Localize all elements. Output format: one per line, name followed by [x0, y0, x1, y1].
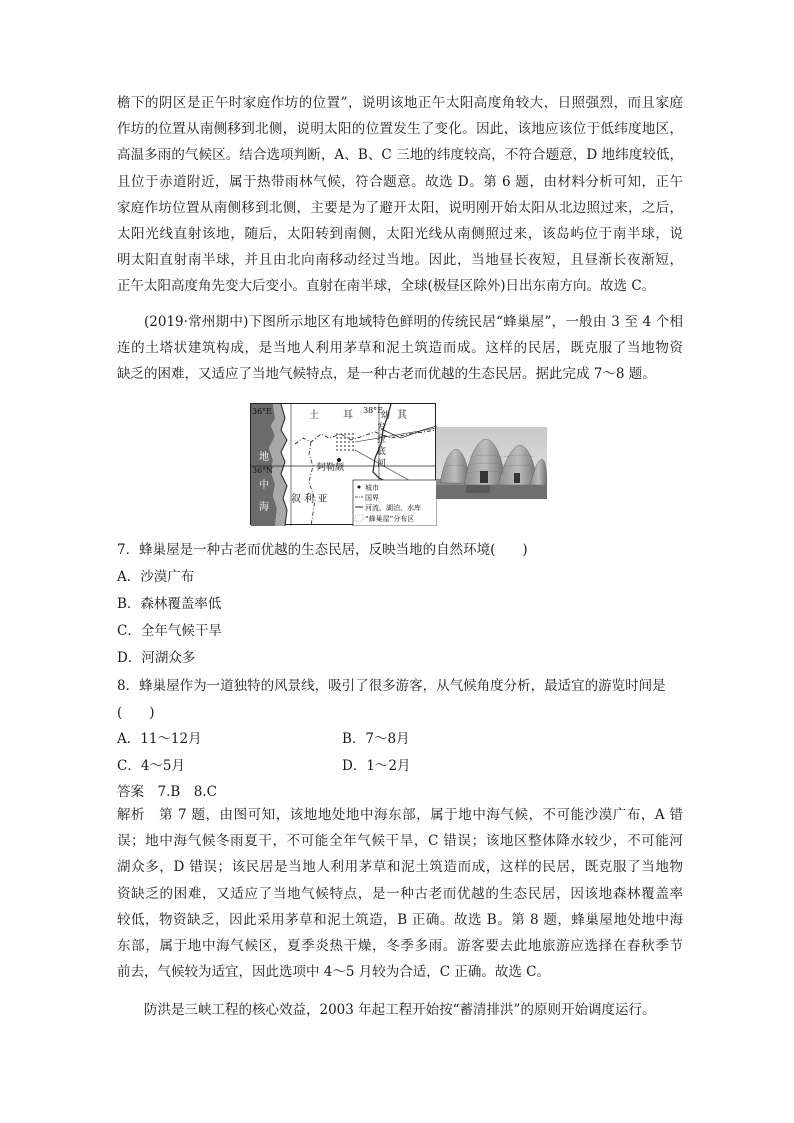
text-line: 缺乏的困难，又适应了当地气候特点，是一种古老而优越的生态民居。据此完成 7～8 题。	[117, 366, 656, 383]
river-label: 幼	[381, 411, 391, 421]
city-label: 阿勒颇	[317, 463, 345, 473]
legend-river: 河流、湖泊、水库	[365, 504, 421, 512]
lon-label-left: 36°E	[252, 407, 273, 416]
text-line: 高温多雨的气候区。结合选项判断，A、B、C 三地的纬度较高，不符合题意，D 地纬度较低，	[117, 147, 683, 164]
border-line-2	[309, 442, 315, 526]
material-paragraph	[117, 309, 683, 388]
legend-city: 城市	[365, 484, 379, 492]
text-line: 东部，属于地中海气候区，夏季炎热干燥，冬季多雨。游客要去此地旅游应选择在春秋季节	[117, 937, 683, 954]
analysis-paragraph	[117, 802, 683, 985]
legend-city-symbol	[358, 486, 361, 489]
question-8-blank: ( )	[117, 705, 155, 721]
figure	[250, 403, 548, 525]
border-line	[295, 430, 437, 444]
photo-drawing	[436, 427, 547, 499]
text-line: 作坊的位置从南侧移到北侧，说明太阳的位置发生了变化。因此，该地应该位于低纬度地区，	[117, 121, 683, 138]
river-label: 拉	[377, 435, 387, 445]
regional-map	[250, 403, 436, 525]
text-line: 且位于赤道附近，属于热带雨林气候，符合题意。故选 D。第 6 题，由材料分析可知，正午	[117, 173, 683, 190]
country-label: 其	[397, 410, 407, 421]
river-label: 河	[377, 459, 387, 469]
q8-option-d: D．1～2月	[342, 758, 411, 774]
question-8-stem: 8．蜂巢屋作为一道独特的风景线，吸引了很多游客，从气候角度分析，最适宜的游览时间是	[117, 678, 666, 694]
answer-line: 答案 7.B 8.C	[117, 784, 218, 800]
text-line: 家庭作坊位置从南侧移到北侧，主要是为了避开太阳，说明刚开始太阳从北边照过来，之后，	[117, 199, 683, 216]
text-line: 前去，气候较为适宜，因此选项中 4～5 月较为合适，C 正确。故选 C。	[117, 964, 551, 981]
next-material-paragraph	[117, 997, 683, 1023]
text-line: 较低，物资缺乏，因此采用茅草和泥土筑造，B 正确。故选 B。第 8 题，蜂巢屋地处地中海	[117, 911, 683, 928]
text-line: 误；地中海气候冬雨夏干，不可能全年气候干旱，C 错误；该地区整体降水较少，不可能河	[117, 833, 683, 850]
tributary	[383, 426, 437, 438]
lat-label: 36°N	[252, 466, 274, 475]
text-line: (2019·常州期中)下图所示地区有地域特色鲜明的传统民居“蜂巢屋”，一般由 3 至 4 个相	[144, 314, 683, 330]
question-7-stem: 7．蜂巢屋是一种古老而优越的生态民居，反映当地的自然环境( )	[117, 542, 528, 558]
q8-option-b: B．7～8月	[342, 731, 410, 747]
city-dot	[337, 458, 341, 462]
text-line: 解析 第 7 题，由图可知，该地地处地中海东部，属于地中海气候，不可能沙漠广布，A 错	[117, 807, 683, 823]
text-line: 资缺乏的困难，又适应了当地气候特点，是一种古老而优越的生态民居，因该地森林覆盖率	[117, 885, 683, 902]
beehive-house-photo	[436, 427, 547, 499]
map-drawing	[251, 404, 437, 526]
sea-label: 海	[259, 502, 269, 513]
lon-label-right: 38°E	[363, 406, 384, 415]
legend-border: 国界	[365, 494, 379, 502]
text-line: 湖众多，D 错误；该民居是当地人利用茅草和泥土筑造而成，这样的民居，既克服了当地物	[117, 859, 683, 876]
beehive-region	[336, 433, 354, 451]
text-line: 连的土塔状建筑构成，是当地人利用茅草和泥土筑造而成。这样的民居，既克服了当地物资	[117, 340, 683, 357]
river-label: 底	[377, 447, 387, 457]
text-line: 檐下的阴区是正午时家庭作坊的位置”，说明该地正午太阳高度角较大，日照强烈，而且家庭	[117, 95, 683, 111]
sea-label: 地	[259, 452, 269, 463]
q7-option-c: C．全年气候干旱	[117, 623, 222, 639]
river-label: 发	[377, 423, 387, 433]
text-line: 明太阳直射南半球，并且由北向南移动经过当地。因此，当地昼长夜短，且昼渐长夜渐短，	[117, 252, 683, 269]
q7-option-d: D．河湖众多	[117, 650, 196, 666]
q7-option-a: A．沙漠广布	[117, 569, 195, 585]
q8-option-c: C．4～5月	[117, 758, 186, 774]
country-label-syria: 叙 利 亚	[291, 494, 328, 505]
text-line: 防洪是三峡工程的核心效益，2003 年起工程开始按“蓄清排洪”的原则开始调度运行。	[144, 1002, 656, 1018]
legend-region: “蜂巢屋”分布区	[365, 515, 415, 523]
text-line: 正午太阳高度角先变大后变小。直射在南半球，全球(极昼区除外)日出东南方向。故选 C。	[117, 278, 656, 295]
sea-label: 中	[259, 480, 269, 491]
country-label: 土	[309, 410, 319, 421]
country-label: 耳	[343, 410, 353, 421]
q7-option-b: B．森林覆盖率低	[117, 596, 222, 612]
q8-option-a: A．11～12月	[117, 731, 202, 747]
explanation-paragraph	[117, 90, 683, 300]
text-line: 太阳光线直射该地，随后，太阳转到南侧，太阳光线从南侧照过来，该岛屿位于南半球，说	[117, 225, 683, 242]
